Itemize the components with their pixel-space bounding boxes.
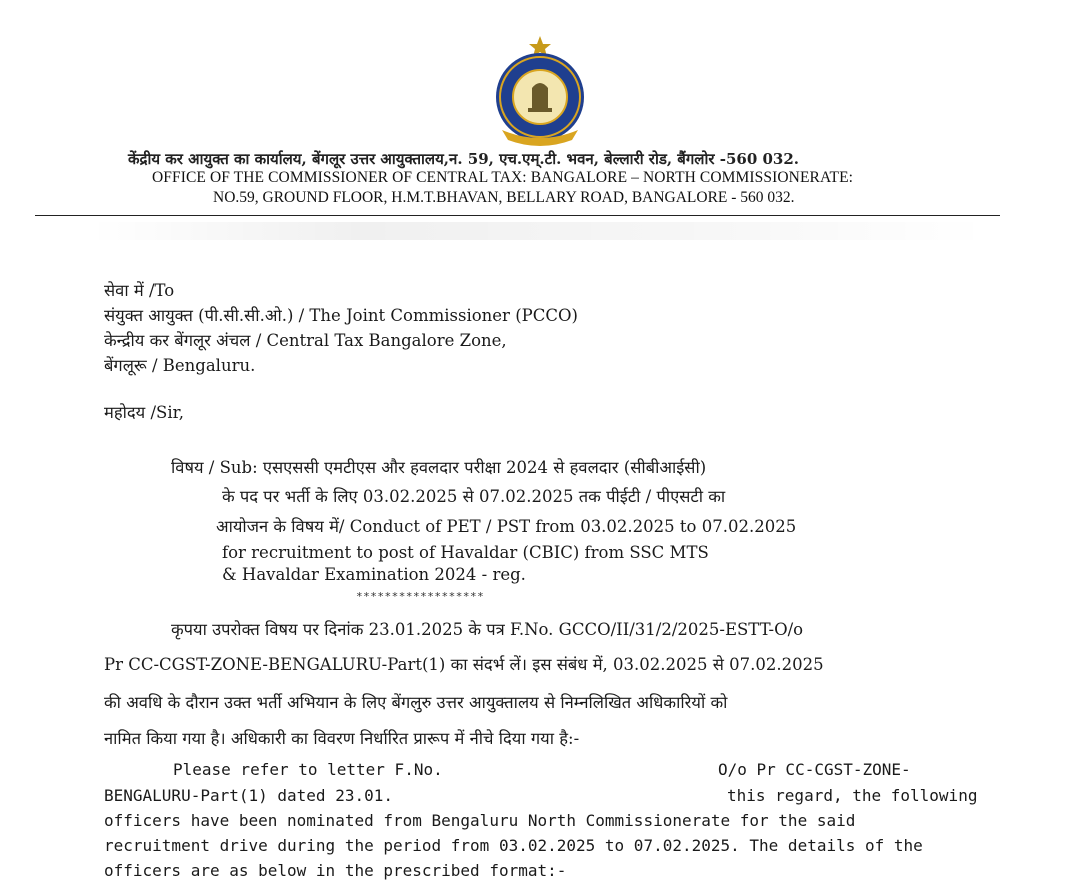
scan-smudge [90, 222, 990, 240]
subject-line: for recruitment to post of Havaldar (CBIC) from SSC MTS [222, 543, 709, 562]
subject-line: विषय / Sub: एसएससी एमटीएस और हवलदार परीक्षा 2024 से हवलदार (सीबीआईसी) [171, 458, 707, 477]
english-body-line2-left: BENGALURU-Part(1) dated 23.01. [104, 786, 393, 805]
separator-stars: ****************** [356, 590, 485, 603]
header-divider [35, 215, 1000, 216]
addressee-line: केन्द्रीय कर बेंगलूर अंचल / Central Tax Bangalore Zone, [104, 331, 507, 350]
subject-line: & Havaldar Examination 2024 - reg. [222, 565, 526, 584]
header-english-line1: OFFICE OF THE COMMISSIONER OF CENTRAL TAX: BANGALORE – NORTH COMMISSIONERATE: [152, 169, 854, 186]
subject-line: आयोजन के विषय में/ Conduct of PET / PST from 03.02.2025 to 07.02.2025 [216, 517, 797, 536]
header-english-line2: NO.59, GROUND FLOOR, H.M.T.BHAVAN, BELLARY ROAD, BANGALORE - 560 032. [213, 189, 795, 206]
hindi-body-line: नामित किया गया है। अधिकारी का विवरण निर्धारित प्रारूप में नीचे दिया गया है:- [104, 729, 580, 748]
cbic-emblem [472, 34, 608, 146]
hindi-body-line: की अवधि के दौरान उक्त भर्ती अभियान के लिए बेंगलुरु उत्तर आयुक्तालय से निम्नलिखित अधिकारियों को [104, 693, 728, 712]
hindi-body-line: Pr CC-CGST-ZONE-BENGALURU-Part(1) का संदर्भ लें। इस संबंध में, 03.02.2025 से 07.02.2025 [104, 655, 824, 674]
english-body-line1-left: Please refer to letter F.No. [173, 760, 443, 779]
hindi-body-line: कृपया उपरोक्त विषय पर दिनांक 23.01.2025 के पत्र F.No. GCCO/II/31/2/2025-ESTT-O/o [171, 620, 804, 639]
english-body-line: recruitment drive during the period from 03.02.2025 to 07.02.2025. The details of the [104, 836, 923, 855]
addressee-line: बेंगलूरू / Bengaluru. [104, 356, 256, 375]
english-body-line: officers have been nominated from Bengaluru North Commissionerate for the said [104, 811, 856, 830]
addressee-line: संयुक्त आयुक्त (पी.सी.सी.ओ.) / The Joint Commissioner (PCCO) [104, 306, 578, 325]
english-body-line: officers are as below in the prescribed format:- [104, 861, 567, 880]
english-body-line2-right: this regard, the following [727, 786, 978, 805]
english-body-line1-right: O/o Pr CC-CGST-ZONE- [718, 760, 911, 779]
subject-line: के पद पर भर्ती के लिए 03.02.2025 से 07.02.2025 तक पीईटी / पीएसटी का [222, 487, 726, 506]
salutation: महोदय /Sir, [104, 403, 184, 422]
addressee-line: सेवा में /To [104, 281, 175, 300]
header-hindi: केंद्रीय कर आयुक्त का कार्यालय, बेंगलूर उत्तर आयुक्तालय,न. 59, एच.एम्.टी. भवन, बेल्लारी रोड, बैंगलोर -560 032. [128, 150, 800, 168]
